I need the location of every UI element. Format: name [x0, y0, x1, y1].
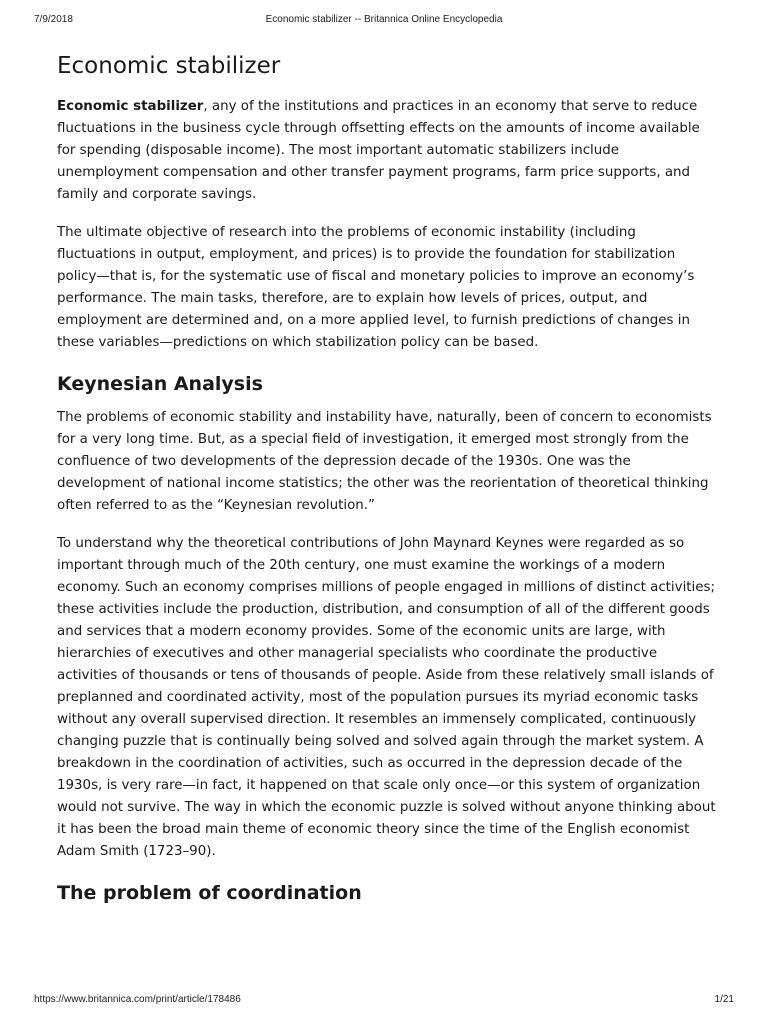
print-footer	[34, 994, 734, 1010]
keynes-contributions-paragraph: To understand why the theoretical contributions of John Maynard Keynes were regarded as so important through much of the 20th century, one must examine the workings of a modern economy. Such an economy comprises millions of people engaged in millions of distinct activities; these activities include the production, distribution, and consumption of all of the different goods and services that a modern economy provides. Some of the economic units are large, with hierarchies of executives and other managerial specialists who coordinate the productive activities of thousands or tens of thousands of people. Aside from these relatively small islands of preplanned and coordinated activity, most of the population pursues its myriad economic tasks without any overall supervised direction. It resembles an immensely complicated, continuously changing puzzle that is continually being solved and solved again through the market system. A breakdown in the coordination of activities, such as occurred in the depression decade of the 1930s, is very rare—in fact, it happened on that scale only once—or this system of organization would not survive. The way in which the economic puzzle is solved without anyone thinking about it has been the broad main theme of economic theory since the time of the English economist Adam Smith (1723–90).	[57, 536, 716, 859]
print-page-title: Economic stabilizer -- Britannica Online Encyclopedia	[265, 14, 503, 25]
article-body	[57, 50, 717, 916]
print-header	[34, 14, 734, 30]
stability-history-paragraph: The problems of economic stability and instability have, naturally, been of concern to economists for a very long time. But, as a special field of investigation, it emerged most strongly from the confluence of two developments of the depression decade of the 1930s. One was the development of national income statistics; the other was the reorientation of theoretical thinking often referred to as the “Keynesian revolution.”	[57, 410, 712, 513]
print-date: 7/9/2018	[34, 14, 73, 25]
article-title: Economic stabilizer	[57, 53, 281, 79]
intro-term: Economic stabilizer	[57, 99, 204, 114]
section-heading-keynesian-analysis: Keynesian Analysis	[57, 373, 263, 395]
objective-paragraph: The ultimate objective of research into the problems of economic instability (including fluctuations in output, employment, and prices) is to provide the foundation for stabilization policy—that is, for the systematic use of fiscal and monetary policies to improve an economy’s performance. The main tasks, therefore, are to explain how levels of prices, output, and employment are determined and, on a more applied level, to furnish predictions of changes in these variables—predictions on which stabilization policy can be based.	[57, 225, 695, 350]
print-url: https://www.britannica.com/print/article/178486	[34, 994, 241, 1005]
print-page-number: 1/21	[714, 994, 734, 1005]
section-heading-problem-of-coordination: The problem of coordination	[57, 882, 362, 904]
intro-text: , any of the institutions and practices in an economy that serve to reduce fluctuations in the business cycle through offsetting effects on the amounts of income available for spending (disposable income). The most important automatic stabilizers include unemployment compensation and other transfer payment programs, farm price supports, and family and corporate savings.	[57, 99, 700, 202]
intro-paragraph	[57, 96, 717, 206]
